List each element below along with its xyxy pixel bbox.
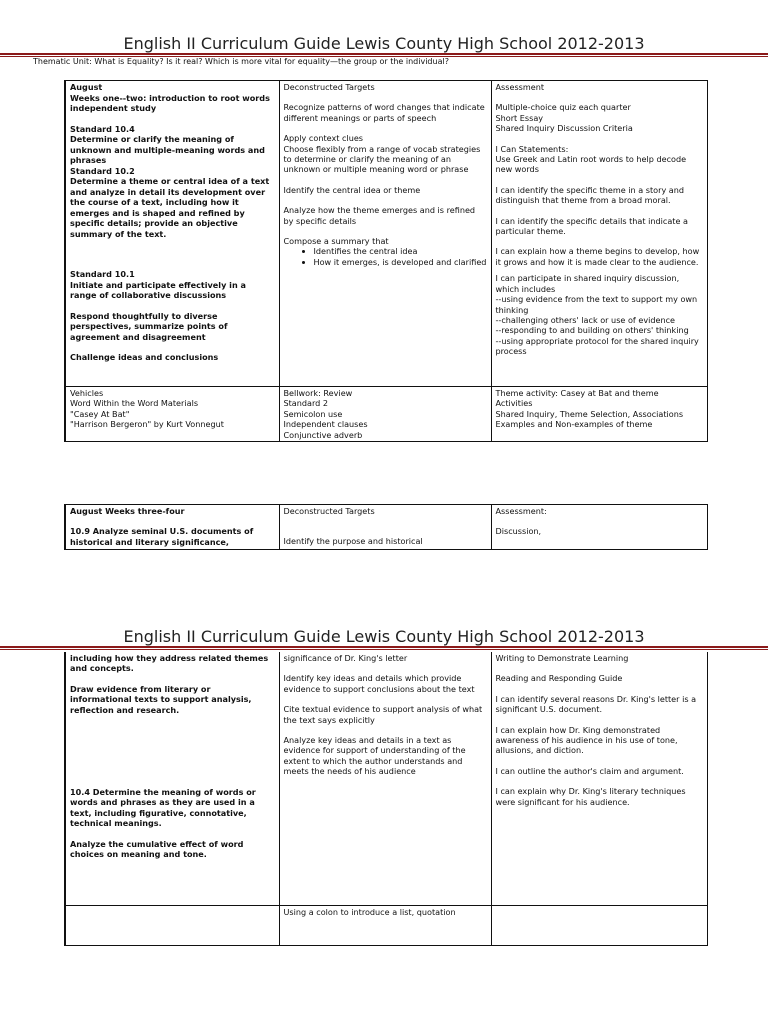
target-item: Analyze key ideas and details in a text as evidence for support of understanding of the extent to which the author understands and meets the needs of his audience — [283, 735, 466, 777]
target-item: Choose flexibly from a range of vocab strategies to determine or clarify the meaning of an unknown or multiple meaning word or phrase — [283, 143, 481, 175]
table-row — [65, 652, 707, 905]
assessment-cell — [491, 652, 707, 905]
bellwork-cell — [279, 387, 491, 442]
target-item: Identify key ideas and details which provide evidence to support conclusions about the text — [283, 673, 475, 694]
list-item: • How it emerges, is developed and clarified — [314, 257, 487, 267]
standards-cell — [65, 652, 279, 905]
activities-cell — [491, 905, 707, 945]
i-can-item: I can identify the specific theme in a story and distinguish that theme from a broad moral. — [495, 184, 685, 206]
bellwork-cell — [279, 905, 491, 945]
header-rule-top — [0, 53, 768, 55]
target-item: Identify the central idea or theme — [283, 184, 421, 195]
column-heading: Deconstructed Targets — [283, 506, 375, 516]
bellwork-item: Bellwork: Review — [283, 388, 353, 398]
assessment-item: Writing to Demonstrate Learning — [495, 653, 629, 663]
table-row — [65, 387, 707, 442]
i-can-subitem: --using evidence from the text to support my own thinking — [495, 294, 698, 315]
assessment-cell — [491, 81, 707, 387]
activity-item: Activities — [495, 398, 533, 409]
targets-cell — [279, 652, 491, 905]
assessment-item: Discussion, — [495, 526, 542, 537]
page-title: English II Curriculum Guide Lewis County High School 2012-2013 — [123, 627, 645, 646]
assessment-item: Multiple-choice quiz each quarter — [495, 102, 631, 113]
activity-item: Examples and Non-examples of theme — [495, 419, 653, 430]
assessment-item: Shared Inquiry Discussion Criteria — [495, 123, 633, 134]
target-item: significance of Dr. King's letter — [283, 653, 408, 663]
list-item: • Identifies the central idea — [314, 246, 487, 256]
i-can-item: I can participate in shared inquiry discussion, which includes — [495, 273, 680, 294]
standard-text: Determine or clarify the meaning of unknown and multiple-meaning words and phrases — [70, 134, 265, 165]
i-can-subitem: --responding to and building on others' thinking — [495, 325, 689, 336]
curriculum-table-3 — [64, 652, 708, 946]
vehicles-cell — [65, 905, 279, 945]
standard-title: Standard 10.1 — [70, 269, 135, 279]
weeks-label: August Weeks three-four — [70, 506, 185, 516]
target-item: Analyze how the theme emerges and is refined by specific details — [283, 205, 476, 226]
vehicle-item: "Casey At Bat" — [70, 408, 130, 419]
activity-item: Shared Inquiry, Theme Selection, Associations — [495, 408, 684, 419]
weeks-label: Weeks one--two: introduction to root words independent study — [70, 92, 270, 113]
vehicles-cell — [65, 387, 279, 442]
i-can-subitem: --challenging others' lack or use of evidence — [495, 314, 676, 325]
vehicle-item: "Harrison Bergeron" by Kurt Vonnegut — [70, 419, 224, 430]
table-row — [65, 81, 707, 387]
standard-title: Standard 10.2 — [70, 165, 135, 176]
targets-cell — [279, 505, 491, 550]
i-can-item: I can explain how Dr. King demonstrated awareness of his audience in his use of tone, allusions, and diction. — [495, 724, 678, 756]
i-can-item: I can identify the specific details that indicate a particular theme. — [495, 215, 688, 237]
targets-cell — [279, 81, 491, 387]
standard-text: Draw evidence from literary or informational texts to support analysis, reflection and research. — [70, 683, 252, 715]
activities-cell — [491, 387, 707, 442]
vehicle-item: Word Within the Word Materials — [70, 398, 199, 409]
page-title: English II Curriculum Guide Lewis County High School 2012-2013 — [123, 34, 645, 53]
bellwork-item: Semicolon use — [283, 408, 343, 419]
standards-cell — [65, 505, 279, 550]
i-can-item: I can explain how a theme begins to develop, how it grows and how it is made clear to the audience. — [495, 246, 700, 267]
standard-text: including how they address related themes and concepts. — [70, 653, 269, 674]
curriculum-table-2 — [64, 504, 708, 550]
standard-text: 10.4 Determine the meaning of words or words and phrases as they are used in a text, including figurative, connotative, technical meanings. — [70, 787, 256, 829]
standard-text: 10.9 Analyze seminal U.S. documents of historical and literary significance, — [70, 526, 254, 547]
target-item: Recognize patterns of word changes that indicate different meanings or parts of speech — [283, 102, 485, 123]
curriculum-table-1 — [64, 80, 708, 442]
column-heading: Assessment — [495, 82, 545, 92]
standard-title: Standard 10.4 — [70, 123, 135, 134]
bellwork-item: Using a colon to introduce a list, quotation — [283, 906, 456, 917]
vehicle-item: Vehicles — [70, 388, 104, 398]
standards-cell — [65, 81, 279, 387]
column-heading: Deconstructed Targets — [283, 82, 375, 92]
standard-text: Respond thoughtfully to diverse perspectives, summarize points of agreement and disagreement — [70, 310, 228, 342]
standard-text: Initiate and participate effectively in a range of collaborative discussions — [70, 279, 246, 300]
target-item: Identify the purpose and historical — [283, 536, 423, 547]
assessment-item: Short Essay — [495, 112, 544, 123]
summary-bullet-list — [284, 246, 487, 267]
month-label: August — [70, 82, 103, 92]
i-can-item: I can outline the author's claim and argument. — [495, 765, 684, 776]
header-rule-bottom — [0, 649, 768, 650]
standard-text: Determine a theme or central idea of a text and analyze in detail its development over the course of a text, including how it emerges and is shaped and refined by specific details; provide an objective summary of the text. — [70, 176, 270, 239]
header-rule-top — [0, 646, 768, 648]
i-can-item: I can identify several reasons Dr. King's letter is a significant U.S. document. — [495, 693, 697, 715]
i-can-subitem: --using appropriate protocol for the shared inquiry process — [495, 335, 699, 357]
table-row — [65, 505, 707, 550]
i-can-item: I can explain why Dr. King's literary techniques were significant for his audience. — [495, 786, 686, 807]
i-can-item: Use Greek and Latin root words to help decode new words — [495, 154, 687, 175]
bellwork-item: Conjunctive adverb — [283, 429, 363, 440]
target-item: Cite textual evidence to support analysis of what the text says explicitly — [283, 704, 483, 725]
target-item: Compose a summary that — [283, 236, 389, 247]
standard-text: Analyze the cumulative effect of word choices on meaning and tone. — [70, 838, 244, 860]
table-row — [65, 905, 707, 945]
column-heading: Assessment: — [495, 506, 547, 516]
bellwork-item: Standard 2 — [283, 398, 329, 409]
thematic-unit: Thematic Unit: What is Equality? Is it real? Which is more vital for equality—the group or the individual? — [33, 57, 449, 66]
assessment-cell — [491, 505, 707, 550]
standard-text: Challenge ideas and conclusions — [70, 352, 219, 362]
i-can-heading: I Can Statements: — [495, 143, 569, 154]
target-item: Apply context clues — [283, 133, 364, 144]
assessment-item: Reading and Responding Guide — [495, 673, 623, 684]
activity-item: Theme activity: Casey at Bat and theme — [495, 388, 659, 398]
bellwork-item: Independent clauses — [283, 419, 368, 430]
